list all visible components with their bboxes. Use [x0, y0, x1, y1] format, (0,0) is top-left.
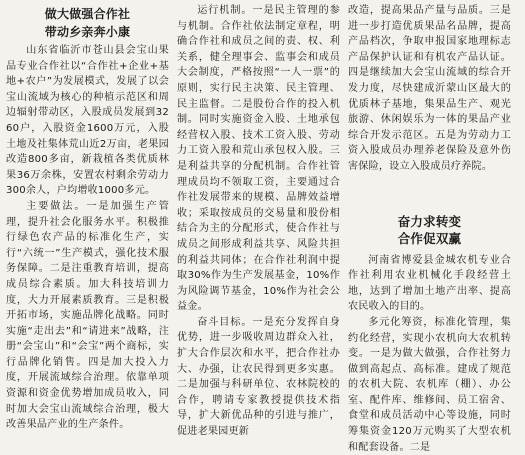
column-2	[177, 3, 340, 443]
article2-headline-line1: 奋力求转变	[397, 213, 462, 229]
article2-paragraph-intro: 河南省博爱县金城农机专业合作社利用农业机械化手段经营土地，达到了增加土地产出率、提高农民收入的目的。	[348, 254, 511, 313]
article1-paragraph-intro: 山东省临沂市苍山县会宝山果品专业合作社以“合作社+企业+基地+农户”为发展模式，发展了以会宝山流域为核心的种植示范区和周边辐射带动区，入股成员发展到3260户，入股资金1600万元，入股土地及社集体荒山近2万亩，老果园改造800多亩，新栽植各类优质林果36万余株，安置农村剩余劳动力300余人，户均增收1000多元。	[6, 45, 169, 197]
article1-headline-line2: 带动乡亲奔小康	[44, 25, 131, 39]
article1-paragraph-mechanism: 运行机制。一是民主管理的参与机制。合作社依法制定章程，明确合作社和成员之间的责、权、利关系，健全理事会、监事会和成员大会制度，严格按照“一人一票”的原则，实行民主决策、民主管理、民主监督。二是股份合作的投入机制。同时实施资金入股、土地承包经营权入股、技术工资入股、劳动力工资入股和荒山承包权入股。三是利益共享的分配机制。合作社管理成员均不领取工资，主要通过合作社发展带来的规模、品牌效益增收；采取按成员的交易量和股份相结合为主的分配形式，使合作社与成员之间形成利益共享、风险共担的利益共同体；在合作社利润中提取30%作为生产发展基金，10%作为风险调节基金，10%作为社会公益金。	[177, 5, 340, 313]
article1-paragraph-goals: 奋斗目标。一是充分发挥自身优势，进一步吸收周边群众入社，扩大合作层次和水平，把合作社办大、办强，让农民得到更多实惠。二是加强与科研单位、农林院校的合作，聘请专家教授提供技术指导，扩大新优品种的引进与推广，促进老果园更新	[177, 316, 340, 438]
article2-paragraph-transformation: 多元化筹资，标准化管理，集约化经营，实现小农机向大农机转变。一是为做大做强，合作社努力做到高起点、高标准。建成了规范的农机大院、农机库（棚）、办公室、配件库、维修间、员工宿舍、食堂和成员活动中心等设施，同时筹集资金120万元购买了大型农机和配套设备。二是	[348, 316, 511, 453]
article2-headline-line2: 合作促双赢	[397, 230, 462, 246]
article2-headline	[348, 213, 511, 247]
column-1	[6, 3, 169, 443]
article1-paragraph-methods: 主要做法。一是加强生产管理，提升社会化服务水平。积极推行绿色农产品的标准化生产，实行“六统一”生产模式，强化技术服务保障。二是注重教育培训，提高成员综合素质。加大科技培训力度，大力开展素质教育。三是积极开拓市场，实施品牌化战略。同时实施“走出去”和“请进来”战略，注册“会宝山”和“会宝”两个商标，实行品牌化销售。四是加大投入力度，开展流域综合治理。依靠单项资源和资金优势增加成员收入，同时加大会宝山流域综合治理，极大改善果品产业的生产条件。	[6, 200, 169, 431]
column-3	[348, 3, 511, 453]
article1-headline-line1: 做大做强合作社	[44, 7, 131, 21]
article1-paragraph-goals-continued: 改造，提高果品产量与品质。三是进一步打造优质果品名品牌，提高产品档次，争取申报国家地理标志产品保护认证和有机农产品认证。四是继续加大会宝山流域的综合开发力度，尽快建成沂蒙山区最大的优质林子基地，集果品生产、观光旅游、休闲娱乐为一体的果品产业综合开发示范区。五是为劳动力工资入股成员办理养老保险及意外伤害保险，设立入股成员疗养院。	[348, 5, 511, 172]
